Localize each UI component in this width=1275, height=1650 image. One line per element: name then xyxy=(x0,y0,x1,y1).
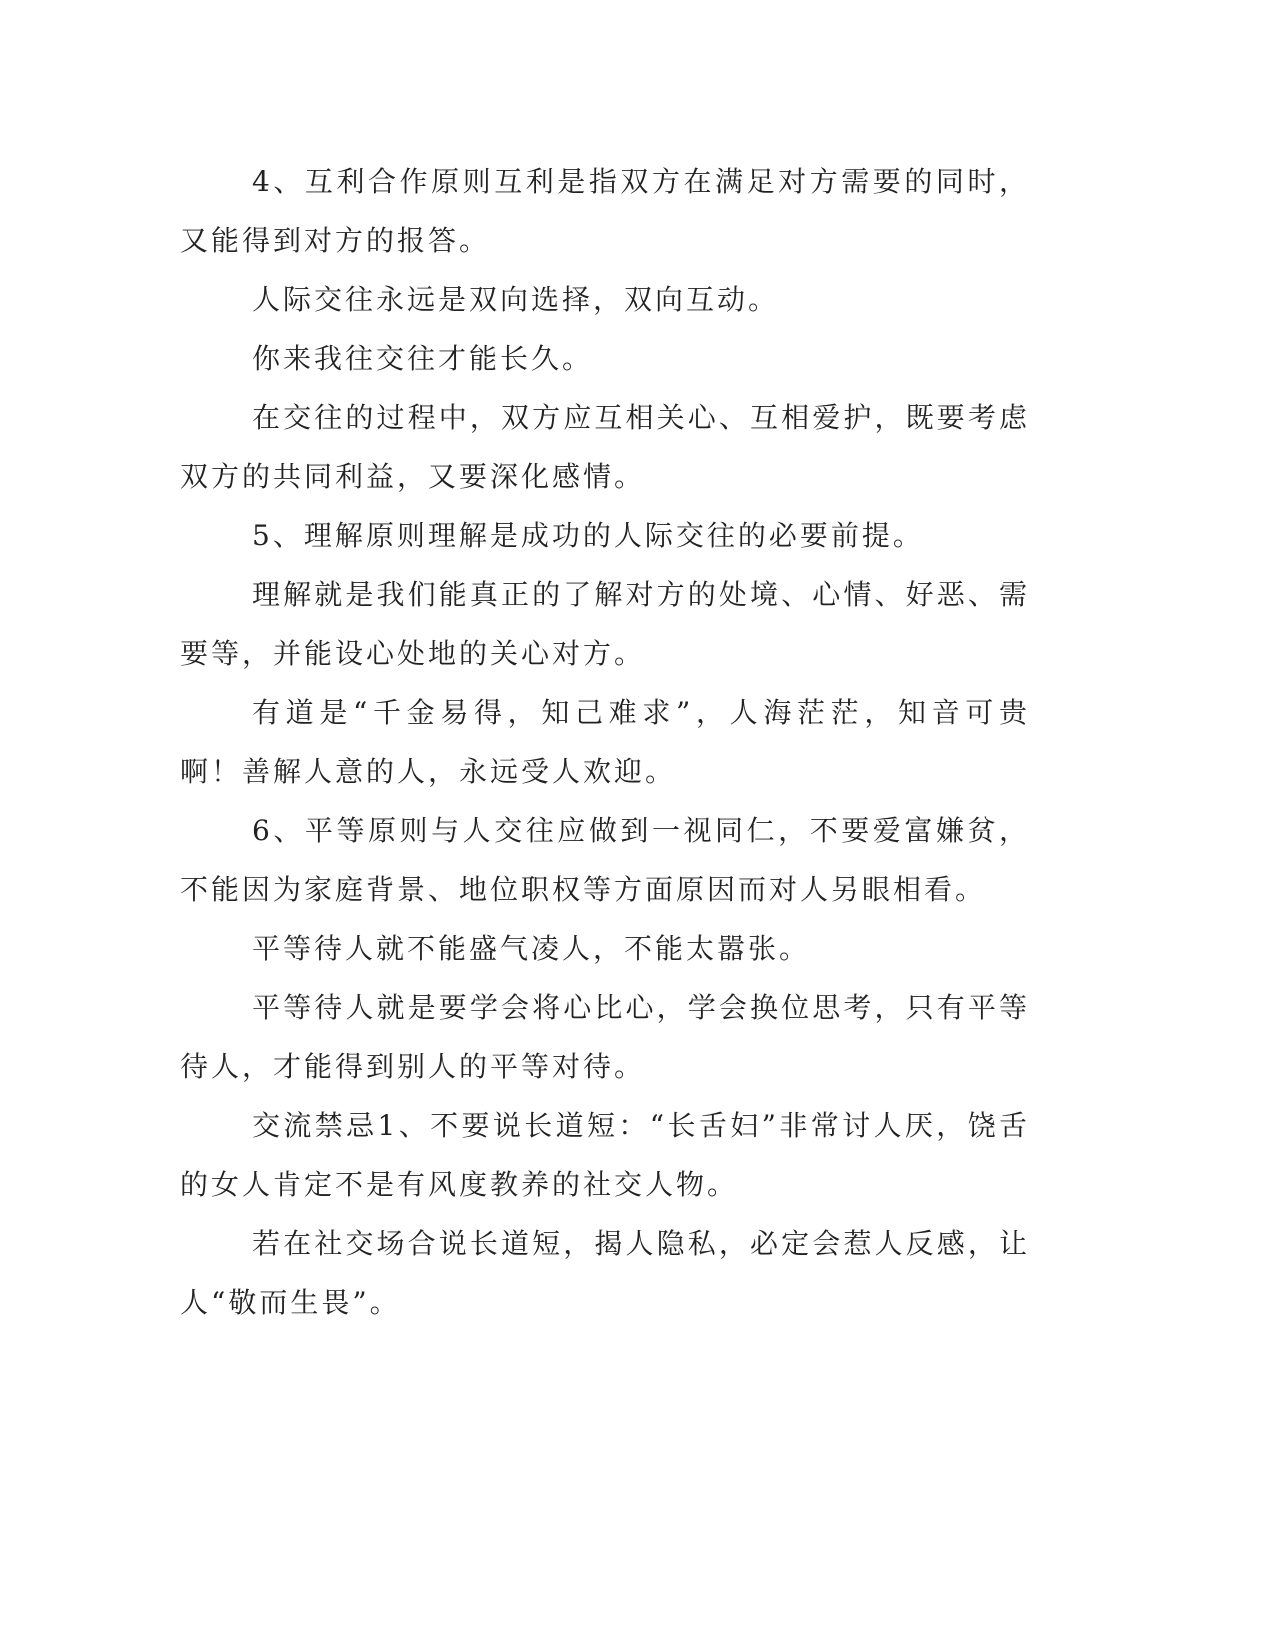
document-body xyxy=(180,152,1030,1332)
paragraph: 交流禁忌1、不要说长道短：“长舌妇”非常讨人厌，饶舌的女人肯定不是有风度教养的社交人物。 xyxy=(180,1109,1030,1201)
paragraph: 在交往的过程中，双方应互相关心、互相爱护，既要考虑双方的共同利益，又要深化感情。 xyxy=(180,401,1030,493)
paragraph: 5、理解原则理解是成功的人际交往的必要前提。 xyxy=(252,519,924,552)
paragraph: 若在社交场合说长道短，揭人隐私，必定会惹人反感，让人“敬而生畏”。 xyxy=(180,1227,1030,1319)
paragraph: 人际交往永远是双向选择，双向互动。 xyxy=(252,283,780,316)
paragraph: 6、平等原则与人交往应做到一视同仁，不要爱富嫌贫，不能因为家庭背景、地位职权等方面原因而对人另眼相看。 xyxy=(180,814,1030,906)
paragraph: 理解就是我们能真正的了解对方的处境、心情、好恶、需要等，并能设心处地的关心对方。 xyxy=(180,578,1030,670)
paragraph: 平等待人就不能盛气凌人，不能太嚣张。 xyxy=(252,932,811,965)
paragraph: 有道是“千金易得，知己难求”，人海茫茫，知音可贵啊！善解人意的人，永远受人欢迎。 xyxy=(180,696,1030,788)
paragraph: 4、互利合作原则互利是指双方在满足对方需要的同时，又能得到对方的报答。 xyxy=(180,165,1030,257)
paragraph: 你来我往交往才能长久。 xyxy=(252,342,594,375)
paragraph: 平等待人就是要学会将心比心，学会换位思考，只有平等待人，才能得到别人的平等对待。 xyxy=(180,991,1030,1083)
